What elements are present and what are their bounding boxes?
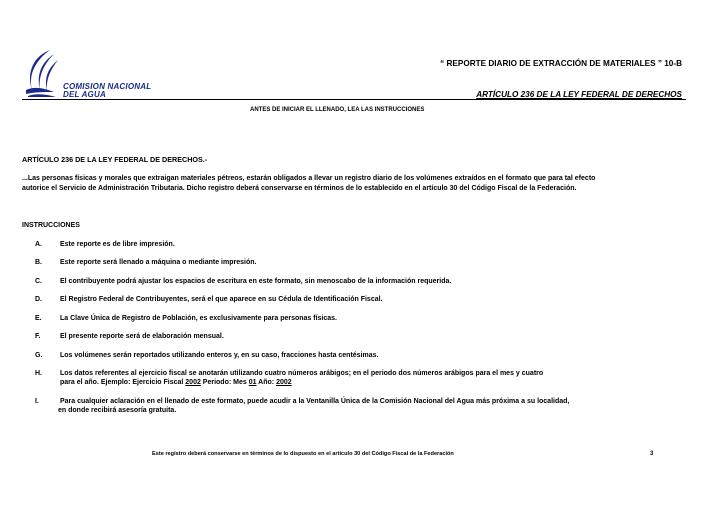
- item-text: El presente reporte será de elaboración mensual.: [60, 333, 224, 340]
- item-h-example-line: [60, 379, 292, 386]
- instruction-item: [35, 333, 224, 340]
- header-divider: [22, 99, 686, 100]
- item-letter: B.: [35, 259, 42, 266]
- instruction-item: [35, 370, 543, 377]
- item-i-line2: en donde recibirá asesoría gratuita.: [58, 407, 177, 414]
- instruction-item: [35, 398, 569, 405]
- instruction-item: [35, 259, 256, 266]
- example-period-label: Periodo: Mes: [200, 379, 249, 386]
- item-text: Los volúmenes serán reportados utilizando enteros y, en su caso, fracciones hasta centésimas.: [60, 352, 379, 359]
- item-letter: F.: [35, 333, 41, 340]
- item-letter: D.: [35, 296, 42, 303]
- before-filling-note: ANTES DE INICIAR EL LLENADO, LEA LAS INSTRUCCIONES: [250, 107, 425, 113]
- example-year: 2002: [276, 379, 292, 386]
- item-text: El Registro Federal de Contribuyentes, será el que aparece en su Cédula de Identificación Fiscal.: [60, 296, 383, 303]
- item-text: Este reporte es de libre impresión.: [60, 241, 175, 248]
- item-letter: A.: [35, 241, 42, 248]
- item-letter: C.: [35, 278, 42, 285]
- item-letter: I.: [35, 398, 39, 405]
- article-text-line1: ...Las personas físicas y morales que extraigan materiales pétreos, estarán obligados a llevar un registro diario de los volúmenes extraídos en el formato que para tal efecto: [22, 175, 596, 182]
- item-letter: H.: [35, 370, 42, 377]
- item-text: La Clave Única de Registro de Población, es exclusivamente para personas físicas.: [60, 315, 338, 322]
- example-year-label: Año:: [256, 379, 277, 386]
- article-heading: ARTÍCULO 236 DE LA LEY FEDERAL DE DERECHOS.-: [22, 155, 208, 164]
- example-month: 01: [248, 379, 257, 386]
- report-title: “ REPORTE DIARIO DE EXTRACCIÓN DE MATERIALES ” 10-B: [440, 59, 682, 68]
- instructions-heading: INSTRUCCIONES: [22, 222, 80, 229]
- article-header: ARTÍCULO 236 DE LA LEY FEDERAL DE DERECHOS: [476, 90, 682, 99]
- article-text-line2: autorice el Servicio de Administración Tributaria. Dicho registro deberá conservarse en términos de lo establecido en el artículo 30 del Código Fiscal de la Federación.: [22, 185, 577, 192]
- item-text: Los datos referentes al ejercicio fiscal se anotarán utilizando cuatro números arábigos; en el periodo dos números arábigos para el mes y cuatro: [60, 370, 544, 377]
- item-text: Este reporte será llenado a máquina o mediante impresión.: [60, 259, 257, 266]
- instruction-item: [35, 352, 378, 359]
- example-fiscal-year: 2002: [185, 379, 201, 386]
- org-name-line2: DEL AGUA: [63, 90, 106, 99]
- instruction-item: [35, 241, 175, 248]
- item-letter: G.: [35, 352, 43, 359]
- instruction-item: [35, 296, 383, 303]
- page-number: 3: [650, 451, 654, 457]
- item-text: El contribuyente podrá ajustar los espacios de escritura en este formato, sin menoscabo de la información requerida.: [60, 278, 452, 285]
- org-name-line1: COMISION NACIONAL: [63, 82, 152, 91]
- item-letter: E.: [35, 315, 42, 322]
- example-prefix: para el año. Ejemplo: Ejercicio Fiscal: [60, 379, 186, 386]
- footer-note: Este registro deberá conservarse en términos de lo dispuesto en el artículo 30 del Código Fiscal de la Federación: [152, 451, 454, 457]
- item-text: Para cualquier aclaración en el llenado de este formato, puede acudir a la Ventanilla Única de la Comisión Nacional del Agua más próxima a su localidad,: [60, 398, 570, 405]
- instruction-item: [35, 278, 451, 285]
- instruction-item: [35, 315, 337, 322]
- conagua-logo-icon: [20, 46, 68, 98]
